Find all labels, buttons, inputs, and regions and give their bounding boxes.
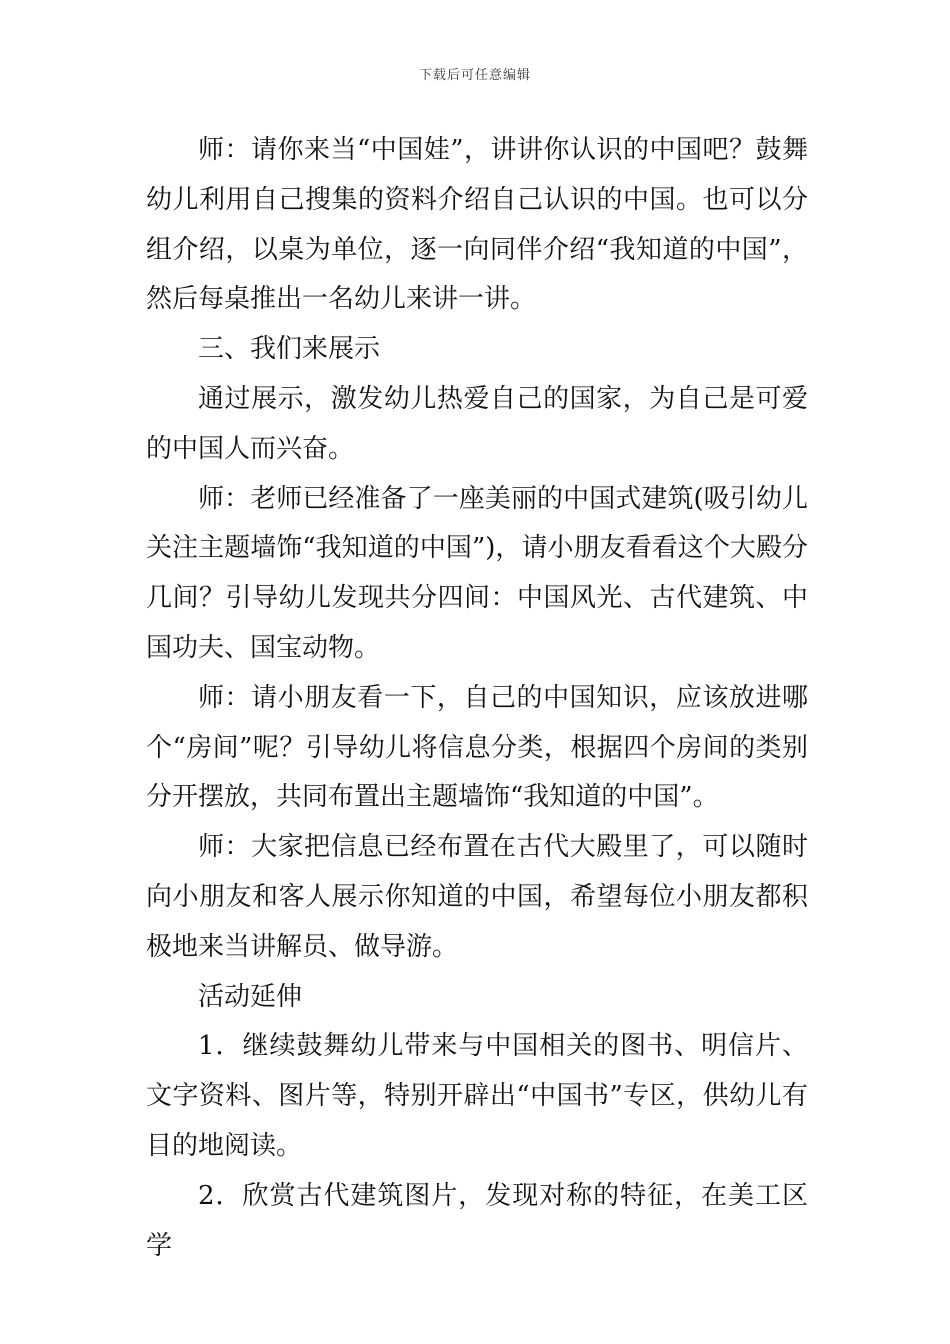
paragraph-teacher-rooms: 师：请小朋友看一下，自己的中国知识，应该放进哪个“房间”呢？引导幼儿将信息分类，根据四个房间的类别分开摆放，共同布置出主题墙饰“我知道的中国”。 [146,682,808,813]
paragraph-show-purpose: 通过展示，激发幼儿热爱自己的国家，为自己是可爱的中国人而兴奋。 [146,383,808,464]
paragraph-teacher-building: 师：老师已经准备了一座美丽的中国式建筑(吸引幼儿关注主题墙饰“我知道的中国”)，请小朋友看看这个大殿分几间？引导幼儿发现共分四间：中国风光、古代建筑、中国功夫、国宝动物。 [146,483,808,663]
document-body [146,126,808,1271]
section-heading-extension: 活动延伸 [198,981,303,1012]
page-header-note: 下载后可任意编辑 [418,68,531,83]
section-heading-show: 三、我们来展示 [198,334,381,365]
paragraph-extension-1: 1．继续鼓舞幼儿带来与中国相关的图书、明信片、文字资料、图片等，特别开辟出“中国书”专区，供幼儿有目的地阅读。 [146,1031,808,1161]
paragraph-extension-2: 2．欣赏古代建筑图片，发现对称的特征，在美工区学 [146,1180,808,1261]
paragraph-teacher-display: 师：大家把信息已经布置在古代大殿里了，可以随时向小朋友和客人展示你知道的中国，希望每位小朋友都积极地来当讲解员、做导游。 [146,832,808,962]
paragraph-teacher-intro: 师：请你来当“中国娃”，讲讲你认识的中国吧？鼓舞幼儿利用自己搜集的资料介绍自己认识的中国。也可以分组介绍，以桌为单位，逐一向同伴介绍“我知道的中国”，然后每桌推出一名幼儿来讲一讲。 [146,135,808,315]
